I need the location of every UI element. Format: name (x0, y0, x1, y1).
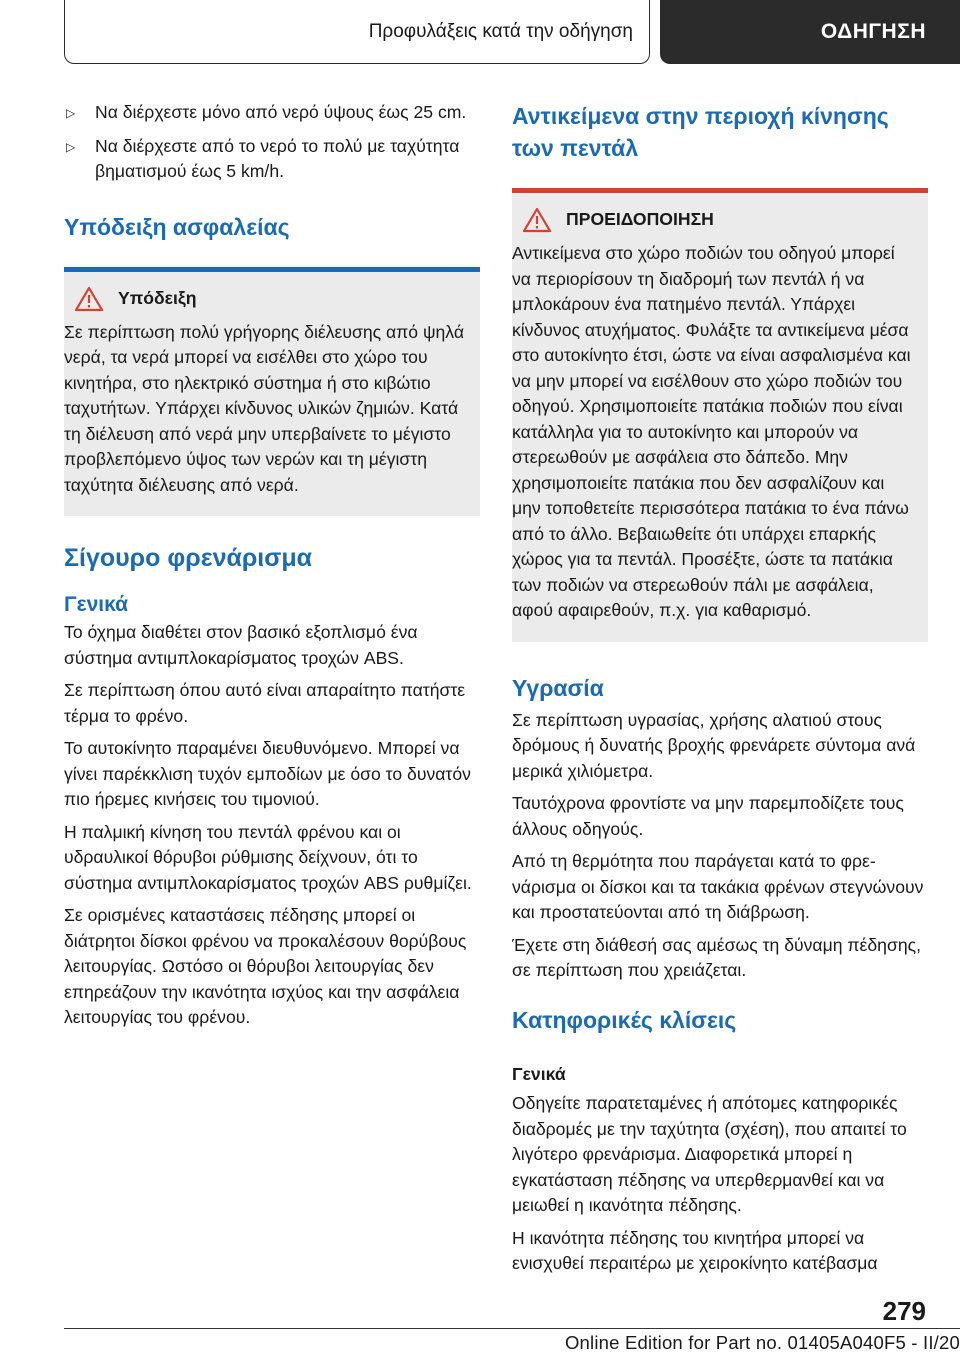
paragraph: Η παλμική κίνηση του πεντάλ φρένου και οι υδραυλικοί θόρυβοι ρύθμισης δείχνουν, ότι το σύστημα αντιμπλοκαρίσματος τροχών ABS ρυθμίζει. (64, 821, 472, 893)
chapter-tab (660, 0, 960, 64)
paragraph: Το αυτοκίνητο παραμένει διευθυνόμενο. Μπορεί να γίνει παρέκκλιση τυχόν εμποδίων με όσο το δυνατόν πιο ήρεμες κινήσεις του τιμονιού. (64, 738, 471, 809)
warning-header (512, 207, 914, 233)
bullet-item: ▷ Να διέρχεστε μόνο από νερό ύψους έως 25 cm. (64, 100, 480, 126)
bullet-item: ▷ Να διέρχεστε από το νερό το πολύ με ταχύτητα βηματισμού έως 5 km/h. (66, 135, 460, 181)
paragraph: Η ικανότητα πέδησης του κινητήρα μπορεί να ενισχυθεί περαιτέρω με χειροκίνητο κατέβασμα (512, 1227, 878, 1273)
bullet-triangle-icon: ▷ (66, 106, 76, 120)
warning-box (512, 188, 928, 642)
edition-text: Online Edition for Part no. 01405A040F5 - II/20 (564, 1332, 960, 1353)
chapter-title: ΟΔΗΓΗΣΗ (820, 20, 926, 43)
paragraph: Από τη θερμότητα που παράγεται κατά το φρενάρισμα οι δίσκοι και τα τακάκια φρένων στεγνώνουν και προστατεύονται από τη διάβρωση. (512, 851, 924, 922)
humidity-heading: Υγρασία (512, 674, 604, 701)
right-column (512, 100, 928, 1284)
paragraph: Οδηγείτε παρατεταμένες ή απότομες κατηφορικές διαδρομές με την ταχύτητα (σχέση), που απαιτεί το λιγότερο φρενάρισμα. Διαφορετικά μπορεί η εγκατάσταση πέδησης να υπερθερμανθεί και να μειωθεί η ικανότητα πέδησης. (512, 1093, 907, 1215)
bullet-triangle-icon: ▷ (66, 139, 76, 154)
safety-note-box (64, 267, 480, 517)
objects-heading: Αντικείμενα στην περιοχή κίνησης των πεντάλ (512, 103, 889, 161)
warning-title: ΠΡΟΕΙΔΟΠΟΙΗΣΗ (566, 209, 714, 230)
downhill-heading: Κατηφορικές κλίσεις (512, 1006, 737, 1033)
paragraph: Το όχημα διαθέτει στον βασικό εξοπλισμό ένα σύστημα αντιμπλοκαρίσματος τροχών ABS. (64, 622, 418, 668)
running-header (64, 0, 650, 64)
section-title: Προφυλάξεις κατά την οδήγηση (368, 20, 633, 42)
paragraph: Σε περίπτωση υγρασίας, χρήσης αλατιού στους δρόμους ή δυνατής βροχής φρενάρετε σύντομα ανά μερικά χιλιόμετρα. (512, 709, 916, 781)
paragraph: Έχετε στη διάθεσή σας αμέσως τη δύναμη πέδησης, σε περίπτωση που χρειάζεται. (512, 934, 921, 980)
footer-divider (64, 1328, 960, 1329)
paragraph: Σε περίπτωση όπου αυτό είναι απαραίτητο πατήστε τέρμα το φρένο. (64, 680, 466, 726)
warning-icon (522, 207, 552, 233)
left-column (64, 100, 480, 1038)
note-title: Υπόδειξη (118, 287, 197, 308)
warning-text: Αντικείμενα στο χώρο ποδιών του οδηγού μπορεί να περιορίσουν τη διαδρομή των πεντάλ ή να μπλοκάρουν ένα πατημένο πεντάλ. Υπάρχει κίνδυνος ατυχήματος. Φυλάξτε τα αντικείμενα μέσα στο αυτοκίνητο έτσι, ώστε να είναι ασφαλισμένα και να μην μπορεί να εισέλθουν στο χώρο ποδιών του οδηγού. Χρησιμοποιείτε πατάκια ποδιών που είναι κατάλληλα για το αυτοκίνητο και μπορούν να στερεωθούν με ασφάλεια στο δάπεδο. Μην χρησιμοποιείτε πατάκια που δεν ασφαλίζουν και μην τοποθετείτε περισσότερα πατάκια το ένα πάνω από το άλλο. Βεβαιωθείτε ότι υπάρχει επαρκής χώρος για τα πεντάλ. Προσέξτε, ώστε τα πατάκια των ποδιών να στερεωθούν πάλι με ασφάλεια, αφού αφαιρεθούν, π.χ. για καθαρισμό. (512, 243, 911, 620)
note-header (64, 286, 466, 312)
page-number: 279 (882, 1296, 926, 1326)
note-text: Σε περίπτωση πολύ γρήγορης διέλευσης από ψηλά νερά, τα νερά μπορεί να εισέλθει στο χώρο του κινητήρα, στο ηλεκτρικό σύστημα ή στο κιβώτιο ταχυτήτων. Υπάρχει κίνδυνος υλικών ζημιών. Κατά τη διέλευση από νερά μην υπερβαίνετε το μέγιστο προβλεπόμενο ύψος των νερών και τη μέγιστη ταχύτητα διέλευσης από νερά. (64, 321, 464, 495)
paragraph: Σε ορισμένες καταστάσεις πέδησης μπορεί οι διάτρητοι δίσκοι φρένου να προκαλέσουν θορύβους λειτουργίας. Ωστόσο οι θόρυβοι λειτουργίας δεν επηρεάζουν την ικανότητα ισχύος και την ασφάλεια λειτουργίας του φρένου. (64, 905, 467, 1027)
general-heading: Γενικά (64, 593, 129, 616)
braking-heading: Σίγουρο φρενάρισμα (64, 544, 313, 572)
downhill-subheading: Γενικά (512, 1063, 566, 1084)
paragraph: Ταυτόχρονα φροντίστε να μην παρεμποδίζετε τους άλλους οδηγούς. (512, 793, 904, 839)
safety-heading: Υπόδειξη ασφαλείας (64, 213, 290, 240)
warning-icon (74, 286, 104, 312)
